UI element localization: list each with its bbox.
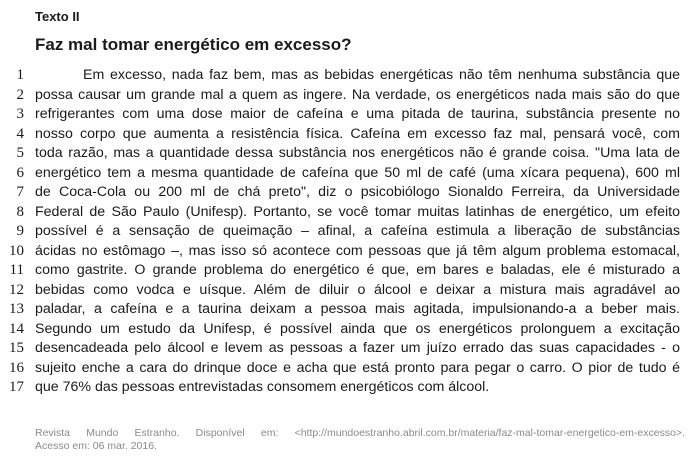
text-line: como gastrite. O grande problema do energético é que, em bares e baladas, ele é misturado a xyxy=(35,262,680,278)
line-number: 1 xyxy=(16,67,24,83)
text-line: Segundo um estudo da Unifesp, é possível ainda que os energéticos prolonguem a excitação xyxy=(35,320,680,337)
text-line: refrigerantes com uma dose maior de cafeína e uma pitada de taurina, substância presente no xyxy=(35,106,680,122)
text-line: Em excesso, nada faz bem, mas as bebidas energéticas não têm nenhuma substância que xyxy=(83,67,680,83)
line-number: 10 xyxy=(9,242,24,259)
line-number: 9 xyxy=(16,223,24,239)
line-number: 17 xyxy=(9,379,24,395)
text-line: de Coca-Cola ou 200 ml de chá preto", diz o psicobiólogo Sionaldo Ferreira, da Universidade xyxy=(35,184,680,200)
text-line: possa causar um grande mal a quem as ingere. Na verdade, os energéticos nada mais são do que xyxy=(35,86,680,103)
line-number: 8 xyxy=(16,203,24,220)
line-number: 14 xyxy=(9,320,24,337)
source-citation xyxy=(35,427,685,453)
line-number: 12 xyxy=(9,281,24,298)
line-number: 6 xyxy=(16,164,24,181)
text-line: sujeito enche a cara do drinque doce e acha que está pronto para pegar o carro. O pior de tudo é xyxy=(35,359,680,376)
text-line: nosso corpo que aumenta a resistência física. Cafeína em excesso faz mal, pensará você, com xyxy=(35,125,680,142)
line-number: 15 xyxy=(9,340,24,356)
article-title: Faz mal tomar energético em excesso? xyxy=(35,35,352,54)
text-label: Texto II xyxy=(35,9,80,24)
line-number: 3 xyxy=(16,106,24,122)
text-line: Federal de São Paulo (Unifesp). Portanto, se você tomar muitas latinhas de energético, um efeito xyxy=(35,203,680,220)
line-number: 5 xyxy=(16,145,24,161)
line-number: 7 xyxy=(16,184,24,200)
text-line: ácidas no estômago –, mas isso só acontece com pessoas que já têm algum problema estomacal, xyxy=(35,242,680,259)
line-number: 2 xyxy=(16,86,24,103)
source-access-date: Acesso em: 06 mar. 2016. xyxy=(35,440,157,452)
line-number: 13 xyxy=(9,301,24,317)
text-line: possível é a sensação de queimação – afinal, a cafeína estimula a liberação de substâncias xyxy=(35,223,680,239)
source-line: Revista Mundo Estranho. Disponível em: <http://mundoestranho.abril.com.br/materia/faz-mal-tomar-energetico-em-excesso>. xyxy=(35,427,685,439)
text-line: que 76% das pessoas entrevistadas consomem energéticos com álcool. xyxy=(35,379,490,395)
text-line: desencadeada pelo álcool e levem as pessoas a fazer um juízo errado das suas capacidades - o xyxy=(35,340,680,356)
text-line: toda razão, mas a quantidade dessa substância nos energéticos não é grande coisa. "Uma lata de xyxy=(35,145,680,161)
line-number: 11 xyxy=(9,262,24,278)
article-body xyxy=(35,66,680,398)
text-line: paladar, a cafeína e a taurina deixam a pessoa mais agitada, impulsionando-a a beber mais. xyxy=(35,301,680,317)
text-line: energético tem a mesma quantidade de cafeína que 50 ml de café (uma xícara pequena), 600 ml xyxy=(35,164,680,181)
line-number: 4 xyxy=(16,125,24,142)
line-number: 16 xyxy=(9,359,24,376)
line-numbers xyxy=(0,66,24,398)
text-line: bebidas como vodca e uísque. Além de diluir o álcool e deixar a mistura mais agradável ao xyxy=(35,281,680,298)
